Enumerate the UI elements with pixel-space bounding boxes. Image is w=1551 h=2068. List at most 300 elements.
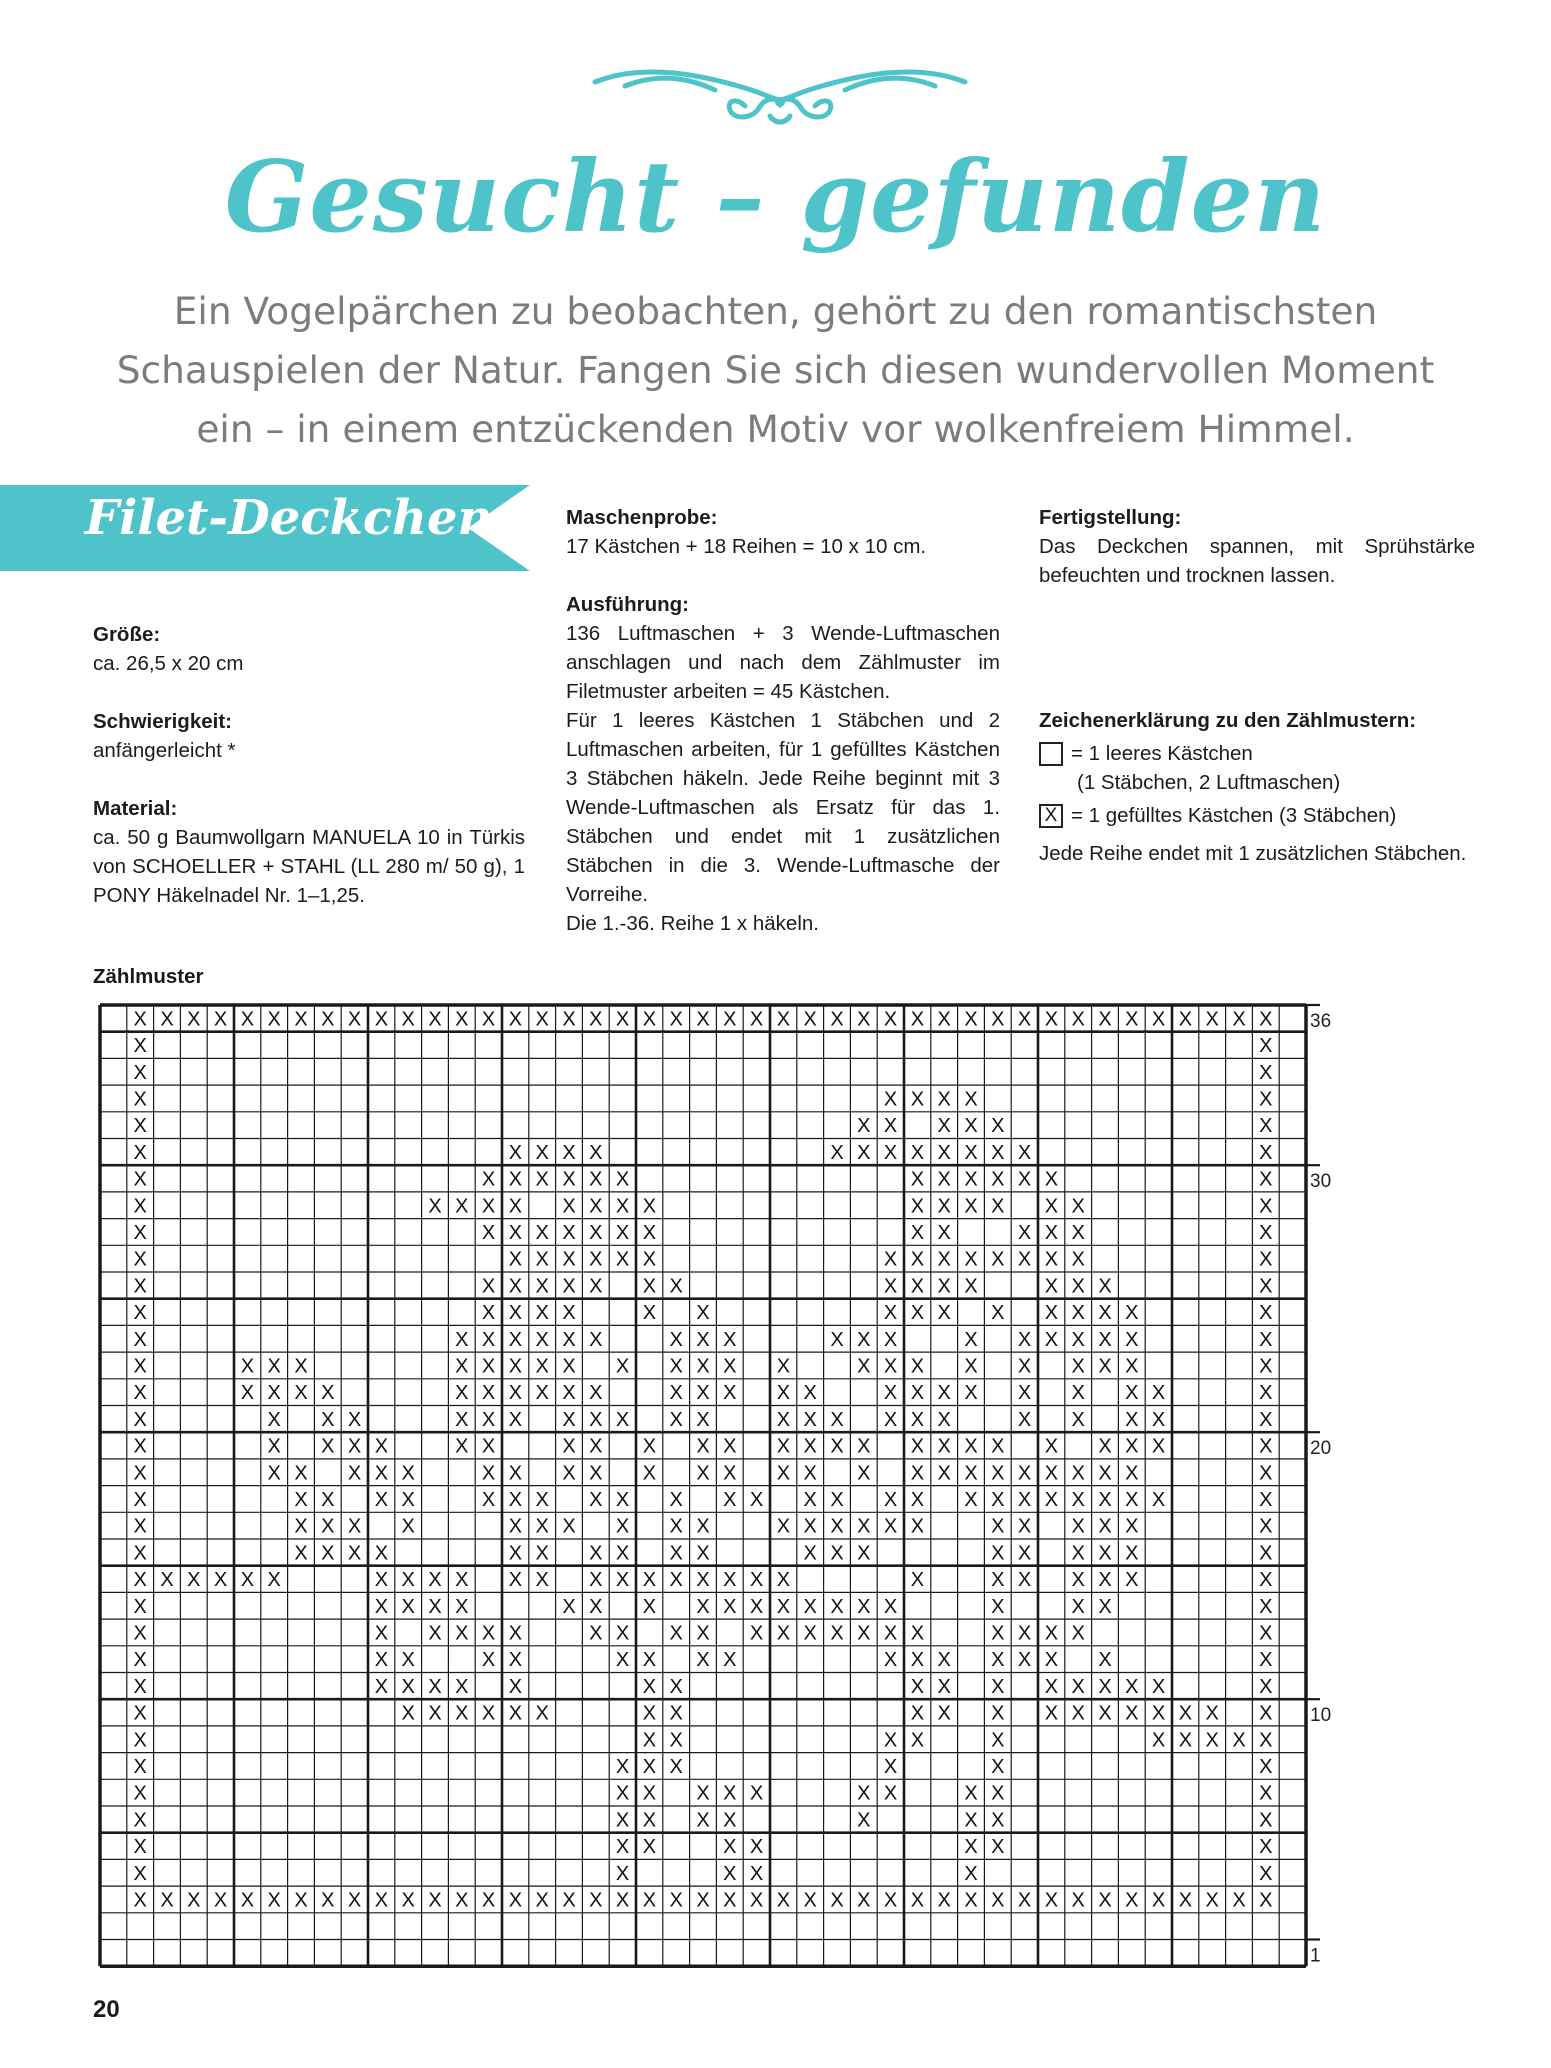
filled-cell-mark: X [937,1675,951,1698]
filled-cell-mark: X [1071,1702,1085,1725]
filled-cell-mark: X [535,1221,549,1244]
filled-cell-mark: X [535,1488,549,1511]
filled-cell-mark: X [1017,1141,1032,1164]
filled-cell-mark: X [910,1889,925,1912]
filled-cell-mark: X [589,1248,603,1271]
filled-cell-mark: X [723,1008,737,1031]
filled-cell-mark: X [1259,1221,1273,1244]
empty-box-icon [1039,742,1063,766]
filled-cell-mark: X [669,1382,683,1405]
filled-cell-mark: X [991,1755,1005,1778]
filled-cell-mark: X [991,1195,1005,1218]
filled-cell-mark: X [615,1889,630,1912]
filled-cell-mark: X [1017,1355,1032,1378]
filled-cell-mark: X [1232,1008,1246,1031]
filled-cell-mark: X [857,1435,871,1458]
filled-cell-mark: X [294,1515,308,1538]
filled-cell-mark: X [642,1008,657,1031]
filled-cell-mark: X [133,1275,147,1298]
filled-cell-mark: X [964,1008,978,1031]
filled-cell-mark: X [508,1382,523,1405]
difficulty-value: anfängerleicht * [93,739,236,762]
filled-cell-mark: X [535,1702,549,1725]
filled-cell-mark: X [1017,1569,1032,1592]
size-value: ca. 26,5 x 20 cm [93,652,244,675]
filled-cell-mark: X [133,1836,147,1859]
filled-cell-mark: X [1044,1168,1059,1191]
filled-cell-mark: X [991,1729,1005,1752]
filled-cell-mark: X [401,1675,415,1698]
filled-cell-mark: X [508,1195,523,1218]
filled-cell-mark: X [883,1328,898,1351]
filled-cell-mark: X [133,1248,147,1271]
filled-cell-mark: X [696,1569,710,1592]
filled-cell-mark: X [508,1408,523,1431]
filled-cell-mark: X [883,1141,898,1164]
filled-cell-mark: X [1098,1488,1112,1511]
filled-cell-mark: X [133,1302,147,1325]
row-label: 36 [1310,1011,1332,1032]
filled-cell-mark: X [937,1008,951,1031]
filled-cell-mark: X [562,1195,576,1218]
filled-cell-mark: X [508,1275,523,1298]
intro-line: ein – in einem entzückenden Motiv vor wolkenfreiem Himmel. [196,407,1355,451]
filled-cell-mark: X [642,1435,657,1458]
filled-cell-mark: X [1259,1649,1273,1672]
filled-cell-mark: X [883,1302,898,1325]
filled-cell-mark: X [1044,1702,1059,1725]
filled-cell-mark: X [508,1008,523,1031]
filled-cell-mark: X [401,1702,415,1725]
filled-cell-mark: X [508,1221,523,1244]
row-label: 1 [1310,1945,1321,1967]
filled-cell-mark: X [937,1889,951,1912]
filled-cell-mark: X [240,1355,255,1378]
filled-cell-mark: X [508,1542,523,1565]
filled-cell-mark: X [991,1168,1005,1191]
filled-cell-mark: X [830,1622,844,1645]
filled-cell-mark: X [1098,1675,1112,1698]
filled-cell-mark: X [1259,1275,1273,1298]
filled-cell-mark: X [240,1889,255,1912]
page-title: Gesucht – gefunden [224,140,1327,255]
filled-cell-mark: X [481,1382,496,1405]
filled-cell-mark: X [669,1569,683,1592]
filled-cell-mark: X [1259,1168,1273,1191]
filled-cell-mark: X [883,1408,898,1431]
legend-block [1039,706,1475,868]
filled-cell-mark: X [589,1275,603,1298]
filled-cell-mark: X [964,1141,978,1164]
filled-cell-mark: X [723,1569,737,1592]
filled-cell-mark: X [401,1569,415,1592]
filled-cell-mark: X [535,1275,549,1298]
filled-cell-mark: X [776,1622,791,1645]
filled-cell-mark: X [857,1622,871,1645]
filled-cell-mark: X [1259,1675,1273,1698]
filled-cell-mark: X [910,1008,925,1031]
filled-cell-mark: X [562,1302,576,1325]
filled-cell-mark: X [455,1408,469,1431]
filled-cell-mark: X [294,1542,308,1565]
filled-cell-mark: X [910,1435,925,1458]
info-column-right [1039,503,1475,868]
filled-cell-mark: X [669,1889,683,1912]
filled-cell-mark: X [347,1408,362,1431]
filled-cell-mark: X [267,1008,281,1031]
filled-cell-mark: X [1017,1248,1032,1271]
filled-cell-mark: X [1071,1462,1085,1485]
filled-cell-mark: X [1017,1889,1032,1912]
filled-cell-mark: X [187,1008,201,1031]
filled-cell-mark: X [723,1809,737,1832]
filled-cell-mark: X [1071,1008,1085,1031]
execution-block [566,590,1000,938]
filled-cell-mark: X [696,1302,710,1325]
filled-cell-mark: X [803,1515,817,1538]
filled-cell-mark: X [991,1462,1005,1485]
filled-cell-mark: X [669,1622,683,1645]
intro-line: Ein Vogelpärchen zu beobachten, gehört zu den romantischsten [173,289,1378,333]
filled-cell-mark: X [133,1675,147,1698]
filled-cell-mark: X [1044,1275,1059,1298]
filled-cell-mark: X [535,1542,549,1565]
filled-cell-mark: X [1071,1488,1085,1511]
filled-cell-mark: X [1125,1435,1139,1458]
filled-cell-mark: X [615,1862,630,1885]
execution-heading: Ausführung: [566,593,689,616]
filled-cell-mark: X [696,1515,710,1538]
filled-cell-mark: X [133,1809,147,1832]
filled-cell-mark: X [991,1836,1005,1859]
filled-cell-mark: X [615,1782,630,1805]
filled-cell-mark: X [1125,1675,1139,1698]
filled-cell-mark: X [133,1595,147,1618]
filled-cell-mark: X [883,1729,898,1752]
filled-cell-mark: X [669,1275,683,1298]
filled-cell-mark: X [964,1168,978,1191]
filled-cell-mark: X [374,1595,389,1618]
filled-cell-mark: X [133,1141,147,1164]
filled-cell-mark: X [589,1221,603,1244]
filled-cell-mark: X [991,1569,1005,1592]
filled-cell-mark: X [508,1515,523,1538]
size-block [93,620,525,678]
filled-cell-mark: X [723,1435,737,1458]
filled-cell-mark: X [535,1382,549,1405]
filled-cell-mark: X [267,1569,281,1592]
filled-cell-mark: X [321,1488,335,1511]
filled-cell-mark: X [937,1275,951,1298]
filled-cell-mark: X [937,1408,951,1431]
filled-cell-mark: X [374,1649,389,1672]
filled-cell-mark: X [696,1622,710,1645]
filled-cell-mark: X [133,1702,147,1725]
filled-cell-mark: X [1071,1355,1085,1378]
filled-cell-mark: X [508,1889,523,1912]
filled-cell-mark: X [1098,1595,1112,1618]
filled-cell-mark: X [1151,1729,1166,1752]
filled-cell-mark: X [615,1488,630,1511]
filled-cell-mark: X [347,1435,362,1458]
filled-cell-mark: X [937,1141,951,1164]
filled-cell-mark: X [991,1302,1005,1325]
filled-cell-mark: X [213,1008,228,1031]
filled-cell-mark: X [347,1542,362,1565]
filled-cell-mark: X [1259,1302,1273,1325]
filled-cell-mark: X [615,1221,630,1244]
filled-cell-mark: X [1044,1221,1059,1244]
filled-cell-mark: X [1044,1008,1059,1031]
filled-cell-mark: X [696,1382,710,1405]
filled-cell-mark: X [589,1569,603,1592]
filled-cell-mark: X [749,1488,764,1511]
filled-cell-mark: X [1259,1542,1273,1565]
filled-cell-mark: X [455,1622,469,1645]
filled-cell-mark: X [1071,1275,1085,1298]
filled-cell-mark: X [991,1115,1005,1138]
filled-cell-mark: X [589,1008,603,1031]
filled-cell-mark: X [401,1515,415,1538]
filled-cell-mark: X [455,1595,469,1618]
filled-cell-mark: X [1205,1729,1219,1752]
filled-cell-mark: X [991,1542,1005,1565]
filled-cell-mark: X [1125,1408,1139,1431]
filled-cell-mark: X [481,1622,496,1645]
filled-cell-mark: X [1151,1408,1166,1431]
filled-cell-mark: X [374,1435,389,1458]
filled-cell-mark: X [910,1729,925,1752]
filled-cell-mark: X [857,1809,871,1832]
filled-cell-mark: X [964,1328,978,1351]
filled-cell-mark: X [1017,1515,1032,1538]
filled-cell-mark: X [1071,1889,1085,1912]
filled-cell-mark: X [133,1862,147,1885]
filled-cell-mark: X [1044,1488,1059,1511]
filled-cell-mark: X [1071,1622,1085,1645]
filled-cell-mark: X [830,1595,844,1618]
filled-cell-mark: X [267,1382,281,1405]
filled-cell-mark: X [401,1889,415,1912]
filled-cell-mark: X [589,1382,603,1405]
filled-cell-mark: X [1098,1435,1112,1458]
filled-cell-mark: X [133,1035,147,1058]
filled-cell-mark: X [642,1809,657,1832]
filled-cell-mark: X [1044,1435,1059,1458]
filled-cell-mark: X [321,1542,335,1565]
filled-cell-mark: X [535,1889,549,1912]
filled-cell-mark: X [857,1595,871,1618]
filled-cell-mark: X [991,1809,1005,1832]
filled-cell-mark: X [749,1008,764,1031]
filled-cell-mark: X [133,1195,147,1218]
filled-cell-mark: X [749,1889,764,1912]
filled-cell-mark: X [1017,1462,1032,1485]
filled-cell-mark: X [1259,1569,1273,1592]
filled-cell-mark: X [1017,1488,1032,1511]
filled-cell-mark: X [562,1462,576,1485]
filled-cell-mark: X [428,1595,442,1618]
filled-cell-mark: X [1071,1195,1085,1218]
filled-cell-mark: X [589,1595,603,1618]
filled-cell-mark: X [910,1248,925,1271]
filled-cell-mark: X [1125,1382,1139,1405]
filled-cell-mark: X [481,1302,496,1325]
filled-cell-mark: X [213,1889,228,1912]
filled-cell-mark: X [776,1515,791,1538]
filled-cell-mark: X [1259,1462,1273,1485]
filled-cell-mark: X [187,1889,201,1912]
filled-cell-mark: X [830,1515,844,1538]
filled-cell-mark: X [1125,1302,1139,1325]
filled-cell-mark: X [910,1355,925,1378]
filled-cell-mark: X [1259,1061,1273,1084]
filled-cell-mark: X [883,1355,898,1378]
filled-cell-mark: X [723,1782,737,1805]
difficulty-block [93,707,525,765]
filled-cell-mark: X [857,1889,871,1912]
filled-cell-mark: X [883,1595,898,1618]
filled-cell-mark: X [1178,1702,1193,1725]
filled-cell-mark: X [749,1622,764,1645]
filled-cell-mark: X [803,1435,817,1458]
filled-cell-mark: X [803,1382,817,1405]
filled-cell-mark: X [133,1755,147,1778]
filled-cell-mark: X [803,1622,817,1645]
filled-cell-mark: X [1178,1008,1193,1031]
filled-cell-mark: X [642,1782,657,1805]
filled-cell-mark: X [562,1141,576,1164]
filled-cell-mark: X [481,1328,496,1351]
filled-cell-mark: X [937,1702,951,1725]
filled-cell-mark: X [133,1221,147,1244]
filled-cell-mark: X [374,1542,389,1565]
filled-cell-mark: X [562,1408,576,1431]
filled-cell-mark: X [562,1889,576,1912]
filled-cell-mark: X [937,1168,951,1191]
filled-cell-mark: X [803,1462,817,1485]
filled-cell-mark: X [374,1462,389,1485]
filled-cell-mark: X [1044,1622,1059,1645]
filled-cell-mark: X [1098,1008,1112,1031]
filled-cell-mark: X [615,1622,630,1645]
filled-cell-mark: X [910,1569,925,1592]
filled-cell-mark: X [830,1328,844,1351]
filled-cell-mark: X [535,1168,549,1191]
filled-cell-mark: X [883,1889,898,1912]
filled-cell-mark: X [669,1488,683,1511]
filled-cell-mark: X [401,1488,415,1511]
filled-cell-mark: X [589,1889,603,1912]
filled-cell-mark: X [133,1542,147,1565]
filled-box-icon: X [1039,804,1063,828]
filled-cell-mark: X [776,1462,791,1485]
filled-cell-mark: X [1044,1195,1059,1218]
filled-cell-mark: X [428,1195,442,1218]
filled-cell-mark: X [1259,1836,1273,1859]
gauge-block [566,503,1000,561]
filled-cell-mark: X [642,1755,657,1778]
filled-cell-mark: X [937,1382,951,1405]
filled-cell-mark: X [133,1115,147,1138]
filled-cell-mark: X [428,1622,442,1645]
filled-cell-mark: X [267,1462,281,1485]
filled-cell-mark: X [1259,1488,1273,1511]
filled-cell-mark: X [830,1435,844,1458]
material-block [93,794,525,910]
filled-cell-mark: X [294,1488,308,1511]
filled-cell-mark: X [455,1889,469,1912]
filled-cell-mark: X [1259,1782,1273,1805]
filled-cell-mark: X [133,1355,147,1378]
legend-empty-label: = 1 leeres Kästchen [1071,742,1253,765]
filled-cell-mark: X [937,1248,951,1271]
filled-cell-mark: X [642,1462,657,1485]
filled-cell-mark: X [374,1008,389,1031]
filled-cell-mark: X [964,1275,978,1298]
filled-cell-mark: X [964,1248,978,1271]
filled-cell-mark: X [508,1248,523,1271]
filled-cell-mark: X [481,1355,496,1378]
filled-cell-mark: X [615,1195,630,1218]
filled-cell-mark: X [1259,1035,1273,1058]
filled-cell-mark: X [696,1408,710,1431]
filled-cell-mark: X [133,1889,147,1912]
filled-cell-mark: X [374,1569,389,1592]
filled-cell-mark: X [133,1622,147,1645]
filled-cell-mark: X [642,1649,657,1672]
filled-cell-mark: X [910,1649,925,1672]
filled-cell-mark: X [696,1435,710,1458]
filled-cell-mark: X [615,1569,630,1592]
legend-note: Jede Reihe endet mit 1 zusätzlichen Stäbchen. [1039,842,1467,865]
filled-cell-mark: X [991,1595,1005,1618]
filled-cell-mark: X [428,1008,442,1031]
filled-cell-mark: X [562,1355,576,1378]
filled-cell-mark: X [321,1408,335,1431]
material-heading: Material: [93,797,178,820]
filled-cell-mark: X [562,1168,576,1191]
filled-cell-mark: X [1044,1328,1059,1351]
filled-cell-mark: X [964,1809,978,1832]
filled-cell-mark: X [803,1542,817,1565]
filled-cell-mark: X [562,1221,576,1244]
filled-cell-mark: X [964,1488,978,1511]
filled-cell-mark: X [1259,1862,1273,1885]
filled-cell-mark: X [1071,1302,1085,1325]
filled-cell-mark: X [1071,1328,1085,1351]
filled-cell-mark: X [508,1355,523,1378]
filled-cell-mark: X [642,1595,657,1618]
filled-cell-mark: X [508,1675,523,1698]
filled-cell-mark: X [615,1542,630,1565]
filled-cell-mark: X [883,1755,898,1778]
filled-cell-mark: X [428,1702,442,1725]
filled-cell-mark: X [1098,1355,1112,1378]
filled-cell-mark: X [1259,1595,1273,1618]
filled-cell-mark: X [723,1462,737,1485]
execution-paragraph: 136 Luftmaschen + 3 Wende-Luftmaschen anschlagen und nach dem Zählmuster im Filetmuster arbeiten = 45 Kästchen. [566,622,1000,703]
filled-cell-mark: X [133,1569,147,1592]
filled-cell-mark: X [1259,1115,1273,1138]
filled-cell-mark: X [776,1382,791,1405]
filled-cell-mark: X [1071,1675,1085,1698]
filled-cell-mark: X [267,1889,281,1912]
filled-cell-mark: X [776,1408,791,1431]
filled-cell-mark: X [937,1221,951,1244]
filled-cell-mark: X [321,1008,335,1031]
filled-cell-mark: X [401,1008,415,1031]
